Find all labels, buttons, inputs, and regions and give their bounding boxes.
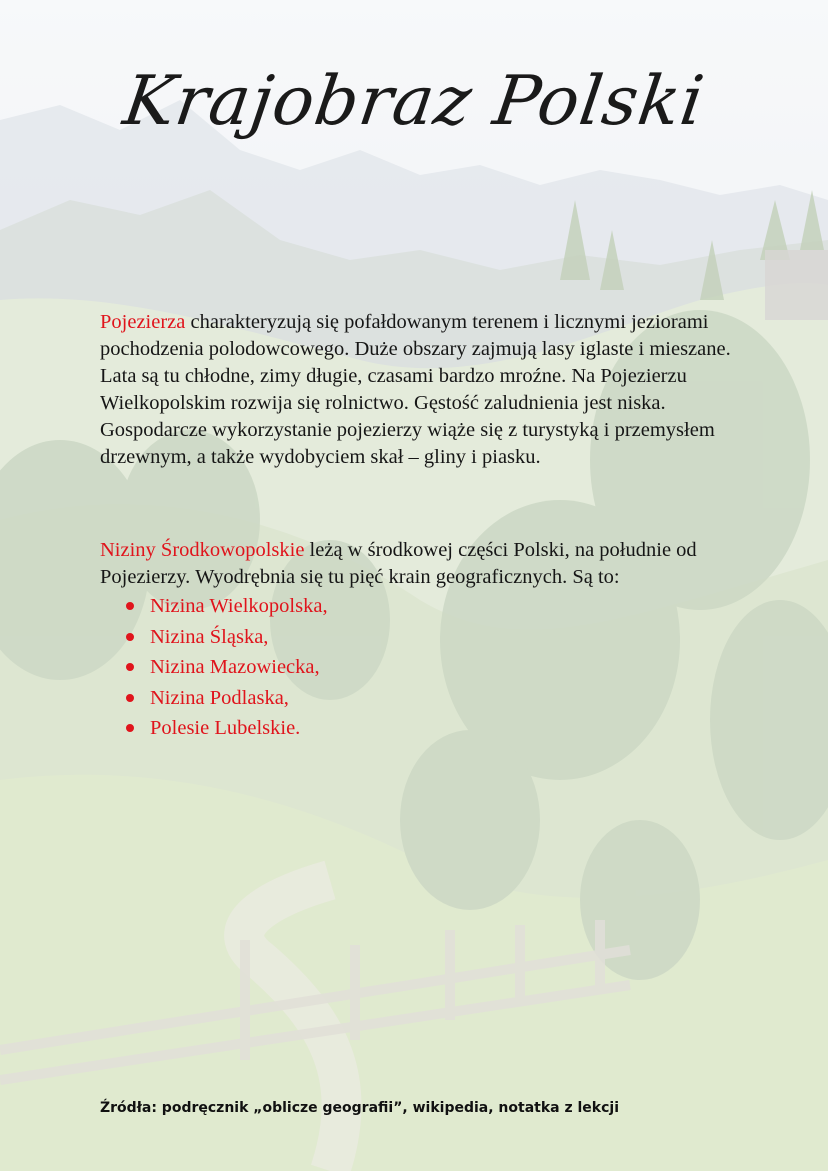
bullet-icon bbox=[126, 694, 134, 702]
list-item bbox=[126, 713, 740, 744]
bullet-icon bbox=[126, 633, 134, 641]
bullet-icon bbox=[126, 724, 134, 732]
bullet-icon bbox=[126, 602, 134, 610]
list-item bbox=[126, 652, 740, 683]
page-title: Krajobraz Polski bbox=[118, 62, 710, 141]
lowlands-list bbox=[100, 591, 740, 744]
list-item bbox=[126, 591, 740, 622]
list-item-label: Nizina Wielkopolska, bbox=[150, 595, 328, 617]
term-lowlands: Niziny Środkowopolskie bbox=[100, 539, 305, 561]
text-lakes: charakteryzują się pofałdowanym terenem i licznymi jeziorami pochodzenia polodowcowego. Duże obszary zajmują lasy iglaste i mieszane. Lata są tu chłodne, zimy długie, czasami bardzo mroźne. Na Pojezierzu Wielkopolskim rozwija się rolnictwo. Gęstość zaludnienia jest niska. Gospodarcze wykorzystanie pojezierzy wiąże się z turystyką i przemysłem drzewnym, a także wydobyciem skał – gliny i piasku. bbox=[100, 311, 731, 468]
list-item-label: Polesie Lubelskie. bbox=[150, 717, 301, 739]
sources-footnote: Źródła: podręcznik „oblicze geografii”, wikipedia, notatka z lekcji bbox=[100, 1100, 619, 1116]
list-item-label: Nizina Śląska, bbox=[150, 625, 269, 648]
list-item-label: Nizina Podlaska, bbox=[150, 686, 289, 709]
list-item bbox=[126, 622, 740, 653]
text-lowlands: leżą w środkowej części Polski, na południe od Pojezierzy. Wyodrębnia się tu pięć krain geograficznych. Są to: bbox=[100, 539, 697, 588]
list-item bbox=[126, 683, 740, 714]
bullet-icon bbox=[126, 663, 134, 671]
paragraph-lowlands bbox=[100, 537, 740, 591]
main-content bbox=[100, 309, 740, 744]
paragraph-lakes bbox=[100, 309, 740, 471]
list-item-label: Nizina Mazowiecka, bbox=[150, 656, 320, 678]
term-lakes: Pojezierza bbox=[100, 311, 186, 333]
